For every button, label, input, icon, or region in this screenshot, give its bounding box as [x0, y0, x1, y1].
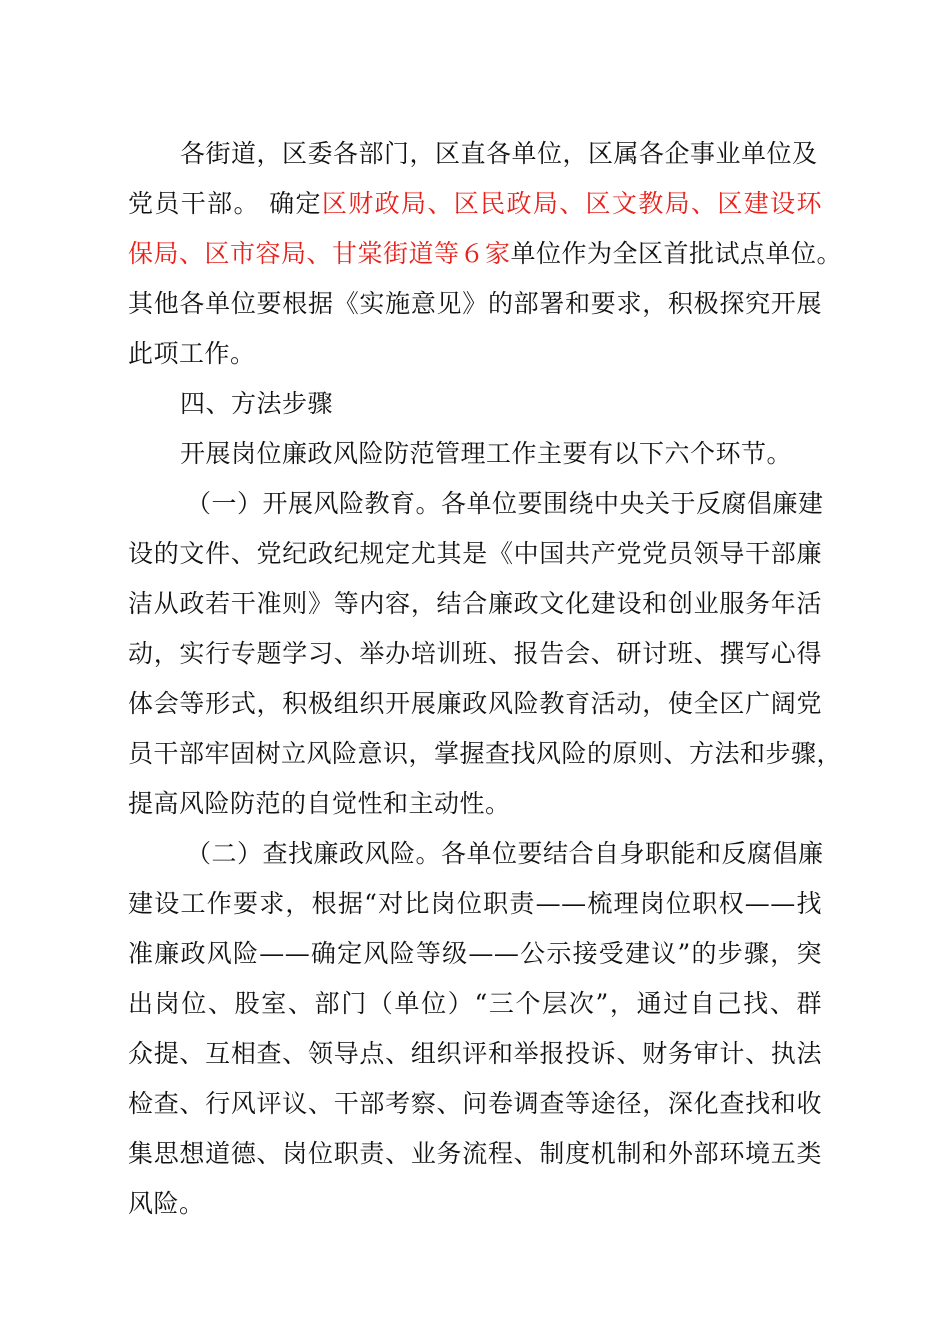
highlighted-units: 区财政局、区民政局、区文教局、区建设环 [321, 189, 822, 218]
paragraph-line: 提高风险防范的自觉性和主动性。 [128, 789, 511, 818]
paragraph-line: 检查、行风评议、干部考察、问卷调查等途径，深化查找和收 [128, 1089, 822, 1118]
paragraph-line: 集思想道德、岗位职责、业务流程、制度机制和外部环境五类 [128, 1139, 822, 1168]
paragraph-line: 动，实行专题学习、举办培训班、报告会、研讨班、撰写心得 [128, 639, 822, 668]
paragraph-line: 众提、互相查、领导点、组织评和举报投诉、财务审计、执法 [128, 1039, 822, 1068]
paragraph-line: 员干部牢固树立风险意识，掌握查找风险的原则、方法和步骤， [128, 739, 843, 768]
paragraph-line: 开展岗位廉政风险防范管理工作主要有以下六个环节。 [180, 439, 793, 468]
paragraph-line [128, 234, 842, 274]
paragraph-line: （一）开展风险教育。各单位要围绕中央关于反腐倡廉建 [186, 489, 824, 518]
section-heading: 四、方法步骤 [180, 389, 334, 418]
highlighted-units: 保局、区市容局、甘棠街道等６家 [128, 239, 511, 268]
paragraph-line: 出岗位、股室、部门（单位）“三个层次”，通过自己找、群 [128, 989, 822, 1018]
paragraph-line: 风险。 [128, 1189, 205, 1218]
paragraph-line: 洁从政若干准则》等内容，结合廉政文化建设和创业服务年活 [128, 589, 822, 618]
plain-text: 党员干部。 确定 [128, 189, 322, 218]
paragraph-line [128, 184, 822, 224]
plain-text: 单位作为全区首批试点单位。 [510, 239, 843, 268]
paragraph-line: 此项工作。 [128, 339, 256, 368]
paragraph-line: 各街道，区委各部门，区直各单位，区属各企事业单位及 [180, 139, 818, 168]
paragraph-line: 设的文件、党纪政纪规定尤其是《中国共产党党员领导干部廉 [128, 539, 822, 568]
paragraph-line: （二）查找廉政风险。各单位要结合自身职能和反腐倡廉 [186, 839, 824, 868]
paragraph-line: 准廉政风险——确定风险等级——公示接受建议”的步骤，突 [128, 939, 822, 968]
paragraph-line: 其他各单位要根据《实施意见》的部署和要求，积极探究开展 [128, 289, 822, 318]
paragraph-line: 体会等形式，积极组织开展廉政风险教育活动，使全区广阔党 [128, 689, 822, 718]
paragraph-line: 建设工作要求，根据“对比岗位职责——梳理岗位职权——找 [128, 889, 822, 918]
